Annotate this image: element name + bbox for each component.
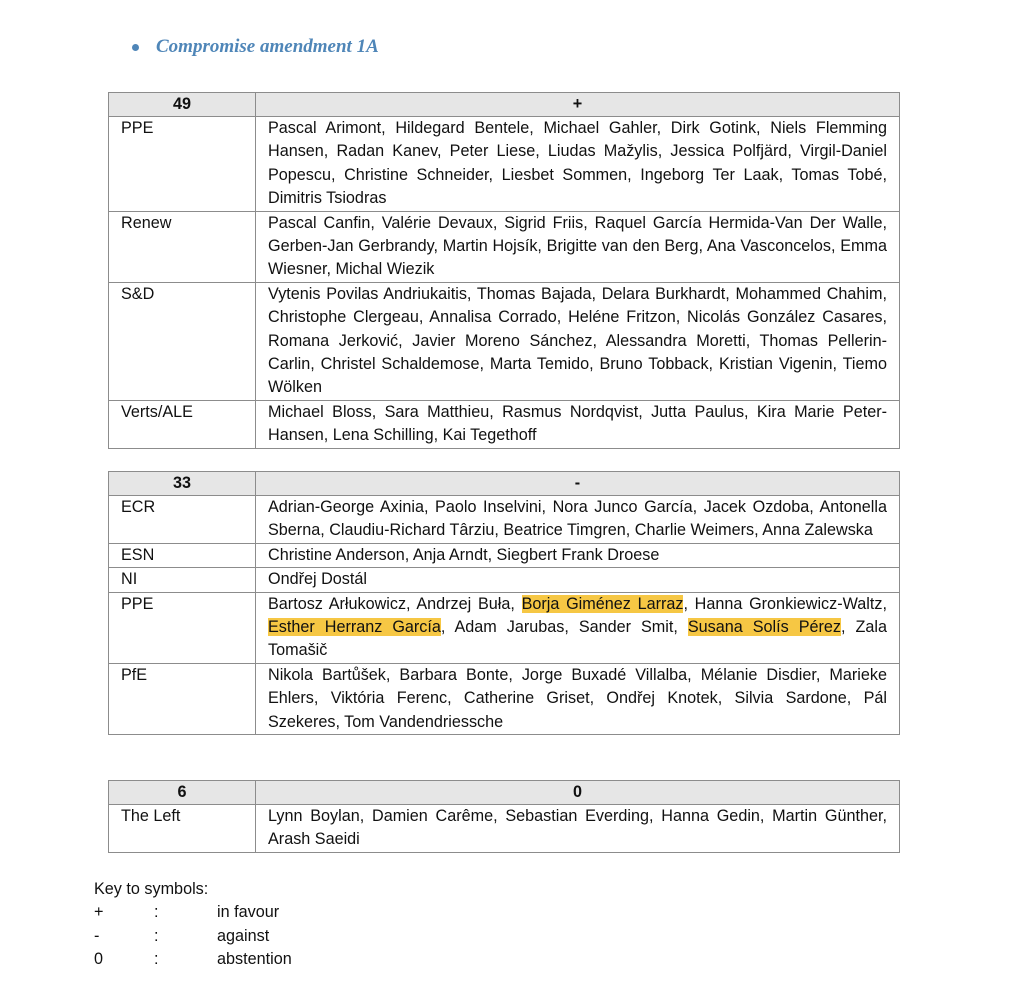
vote-symbol: - — [256, 472, 900, 496]
vote-table-abstention — [108, 780, 900, 853]
vote-count: 6 — [109, 781, 256, 805]
name-segment: Bartosz Arłukowicz, Andrzej Buła, — [268, 594, 522, 613]
heading-text: Compromise amendment 1A — [156, 36, 379, 57]
key-symbol: 0 — [94, 950, 104, 969]
table-row — [109, 663, 900, 734]
member-names: Christine Anderson, Anja Arndt, Siegbert Frank Droese — [256, 543, 900, 567]
table-row — [109, 282, 900, 400]
table-row — [109, 211, 900, 282]
vote-symbol: 0 — [256, 781, 900, 805]
key-meaning: against — [217, 926, 270, 945]
key-meaning: abstention — [217, 950, 292, 969]
key-row — [94, 948, 292, 971]
group-name: ESN — [109, 543, 256, 567]
section-heading — [132, 36, 379, 58]
key-symbol: - — [94, 926, 100, 945]
table-header-row — [109, 472, 900, 496]
table-row — [109, 543, 900, 567]
group-name: PPE — [109, 592, 256, 663]
key-row — [94, 925, 292, 948]
member-names: Adrian-George Axinia, Paolo Inselvini, Nora Junco García, Jacek Ozdoba, Antonella Sberna, Claudiu-Richard Târziu, Beatrice Timgren, Charlie Weimers, Anna Zalewska — [256, 496, 900, 544]
key-row — [94, 901, 292, 924]
key-colon: : — [154, 903, 159, 922]
vote-table-against — [108, 471, 900, 735]
member-names: Nikola Bartůšek, Barbara Bonte, Jorge Buxadé Villalba, Mélanie Disdier, Marieke Ehlers, Viktória Ferenc, Catherine Griset, Ondřej Knotek, Silvia Sardone, Pál Szekeres, Tom Vandendriessche — [256, 663, 900, 734]
group-name: NI — [109, 568, 256, 592]
bullet-icon — [132, 44, 139, 51]
highlighted-name: Borja Giménez Larraz — [521, 594, 684, 613]
group-name: PfE — [109, 663, 256, 734]
name-segment: , Hanna Gronkiewicz-Waltz, — [683, 594, 887, 613]
group-name: The Left — [109, 805, 256, 853]
key-colon: : — [154, 950, 159, 969]
group-name: S&D — [109, 282, 256, 400]
member-names: Pascal Arimont, Hildegard Bentele, Michael Gahler, Dirk Gotink, Niels Flemming Hansen, Radan Kanev, Peter Liese, Liudas Mažylis, Jessica Polfjärd, Virgil-Daniel Popescu, Christine Schneider, Liesbet Sommen, Ingeborg Ter Laak, Tomas Tobé, Dimitris Tsiodras — [256, 117, 900, 212]
table-row — [109, 568, 900, 592]
member-names: Michael Bloss, Sara Matthieu, Rasmus Nordqvist, Jutta Paulus, Kira Marie Peter-Hansen, Lena Schilling, Kai Tegethoff — [256, 400, 900, 448]
group-name: Verts/ALE — [109, 400, 256, 448]
key-title: Key to symbols: — [94, 880, 209, 898]
vote-count: 33 — [109, 472, 256, 496]
group-name: ECR — [109, 496, 256, 544]
highlighted-name: Susana Solís Pérez — [687, 618, 842, 637]
key-to-symbols — [94, 878, 292, 972]
key-symbol: + — [94, 903, 104, 922]
group-name: Renew — [109, 211, 256, 282]
vote-table-in-favour — [108, 92, 900, 449]
member-names: Vytenis Povilas Andriukaitis, Thomas Bajada, Delara Burkhardt, Mohammed Chahim, Christophe Clergeau, Annalisa Corrado, Heléne Fritzon, Nicolás González Casares, Romana Jerković, Javier Moreno Sánchez, Alessandra Moretti, Thomas Pellerin-Carlin, Christel Schaldemose, Marta Temido, Bruno Tobback, Kristian Vigenin, Tiemo Wölken — [256, 282, 900, 400]
name-segment: , Zala Tomašič — [268, 618, 887, 660]
highlighted-name: Esther Herranz García — [268, 618, 441, 637]
table-header-row — [109, 93, 900, 117]
vote-symbol: + — [256, 93, 900, 117]
group-name: PPE — [109, 117, 256, 212]
member-names: Ondřej Dostál — [256, 568, 900, 592]
table-row — [109, 400, 900, 448]
member-names: Lynn Boylan, Damien Carême, Sebastian Everding, Hanna Gedin, Martin Günther, Arash Saeidi — [256, 805, 900, 853]
member-names: Pascal Canfin, Valérie Devaux, Sigrid Friis, Raquel García Hermida-Van Der Walle, Gerben-Jan Gerbrandy, Martin Hojsík, Brigitte van den Berg, Ana Vasconcelos, Emma Wiesner, Michal Wiezik — [256, 211, 900, 282]
table-row — [109, 805, 900, 853]
key-colon: : — [154, 926, 159, 945]
vote-count: 49 — [109, 93, 256, 117]
table-row — [109, 496, 900, 544]
name-segment: , Adam Jarubas, Sander Smit, — [440, 618, 688, 637]
member-names — [256, 592, 900, 663]
table-header-row — [109, 781, 900, 805]
table-row — [109, 117, 900, 212]
key-meaning: in favour — [217, 903, 280, 922]
table-row — [109, 592, 900, 663]
